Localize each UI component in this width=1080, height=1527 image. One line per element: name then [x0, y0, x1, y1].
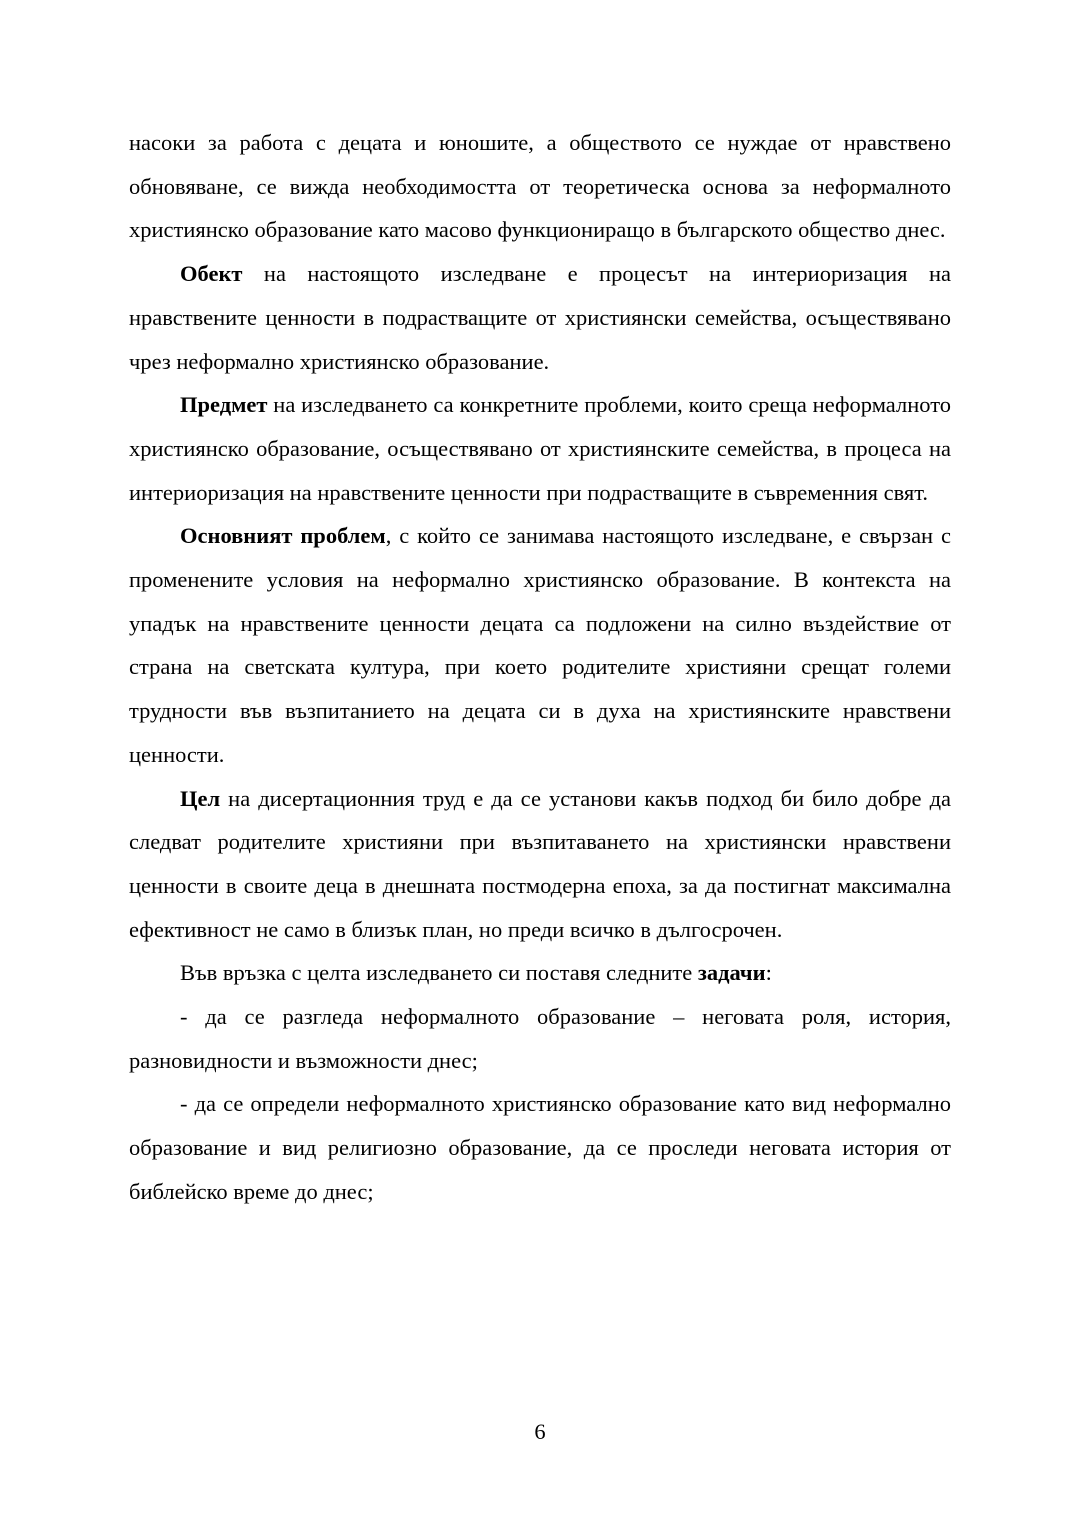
- paragraph-tasks-intro: [129, 951, 951, 995]
- paragraph-main-problem-text: , с който се занимава настоящото изследване, е свързан с променените условия на неформално християнско образование. В контекста на упадък на нравствените ценности децата са подложени на силно въздействие от страна на светската култура, при което родителите християни срещат големи трудности във възпитанието на децата си в духа на християнските нравствени ценности.: [129, 523, 951, 767]
- document-body: [129, 121, 951, 1214]
- term-subject: Предмет: [180, 392, 268, 418]
- term-tasks: задачи: [697, 960, 766, 986]
- list-item-task-2: - да се определи неформалното християнско образование като вид неформално образование и вид религиозно образование, да се проследи неговата история от библейско време до днес;: [129, 1091, 951, 1204]
- tasks-intro-text: Във връзка с целта изследването си поставя следните: [180, 960, 698, 986]
- paragraph-object-text: на настоящото изследване е процесът на интериоризация на нравствените ценности в подрастващите от християнски семейства, осъществявано чрез неформално християнско образование.: [129, 261, 951, 374]
- paragraph-goal-text: на дисертационния труд е да се установи какъв подход би било добре да следват родителите християни при възпитаването на християнски нравствени ценности в своите деца в днешната постмодерна епоха, за да постигнат максимална ефективност не само в близък план, но преди всичко в дългосрочен.: [129, 785, 951, 942]
- paragraph-object: [129, 252, 951, 383]
- page-number: 6: [534, 1419, 546, 1444]
- term-main-problem: Основният проблем: [180, 523, 386, 549]
- paragraph-goal: [129, 777, 951, 952]
- term-object: Обект: [180, 261, 243, 287]
- paragraph-subject: [129, 383, 951, 514]
- tasks-intro-colon: :: [765, 960, 772, 986]
- paragraph-intro-continuation: насоки за работа с децата и юношите, а обществото се нуждае от нравствено обновяване, се вижда необходимостта от теоретическа основа за неформалното християнско образование като масово функциониращо в българското общество днес.: [129, 130, 951, 243]
- paragraph-subject-text: на изследването са конкретните проблеми, които среща неформалното християнско образование, осъществявано от християнските семейства, в процеса на интериоризация на нравствените ценности при подрастващите в съвременния свят.: [129, 392, 951, 505]
- paragraph-main-problem: [129, 514, 951, 776]
- term-goal: Цел: [180, 785, 221, 811]
- list-item-task-1: - да се разгледа неформалното образование – неговата роля, история, разновидности и възможности днес;: [129, 1004, 951, 1073]
